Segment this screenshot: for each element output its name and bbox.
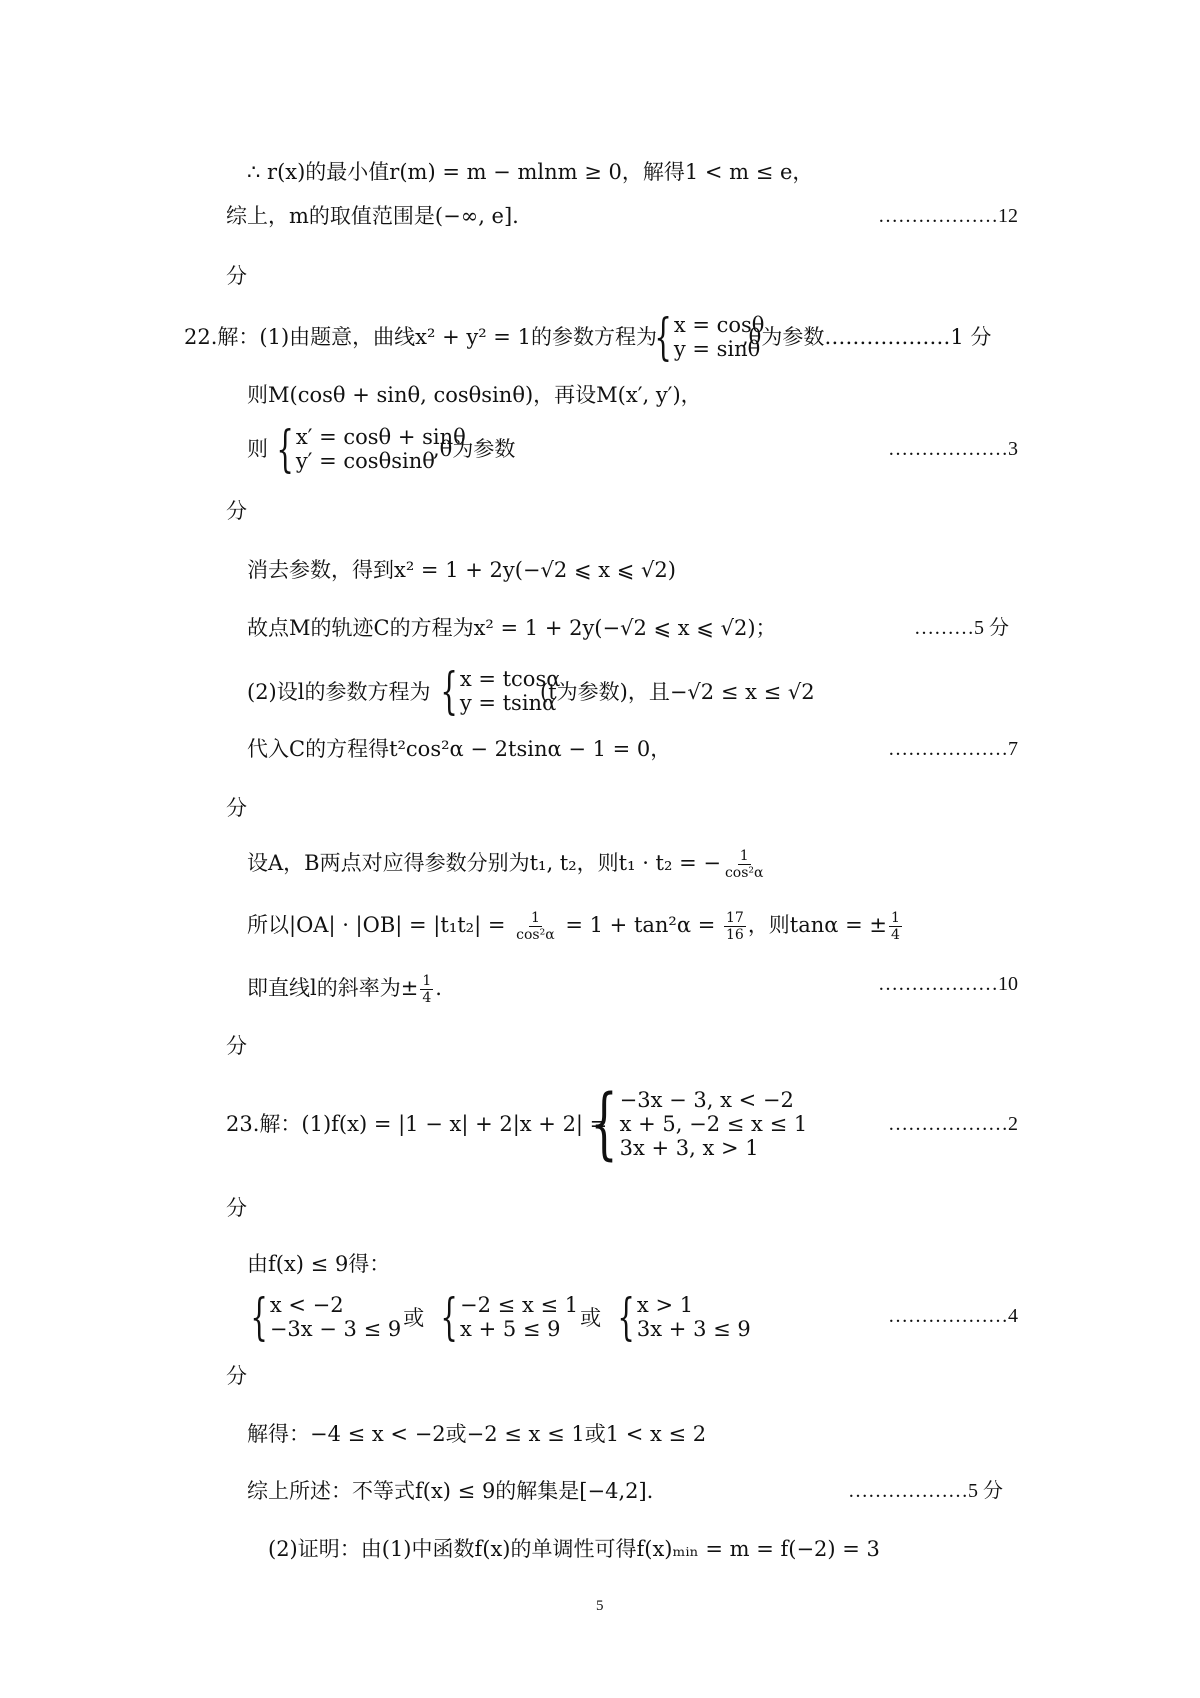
solution-line [247,848,767,881]
score-marker: ………………12 [878,205,1018,227]
system-row: y = sinθ [673,337,761,361]
solution-line: 综上所述：不等式f(x) ≤ 9的解集是[−4,2]. [247,1479,654,1503]
fraction [514,910,557,943]
score-unit: 分 [226,499,247,523]
system-row: x > 1 [636,1293,694,1317]
solution-line: 由f(x) ≤ 9得： [247,1252,391,1276]
text-segment: 所以|OA| · |OB| = |t₁t₂| = [247,913,506,937]
system-row: y = tsinα [459,691,557,715]
solution-line: ,θ为参数………………1 分 [742,325,992,349]
solution-line: (2)设l的参数方程为 [247,680,431,704]
or-text: 或 [580,1306,602,1330]
system-row: x = cosθ [673,313,765,337]
brace-icon: { [617,1288,635,1346]
score-marker: ………………10 [878,973,1018,995]
score-unit: 分 [226,796,247,820]
solution-line: 综上，m的取值范围是(−∞, e]. [226,204,519,228]
fraction-numerator: 1 [891,910,900,926]
fraction [723,848,766,881]
score-marker: ………………3 [888,438,1018,460]
fraction-numerator: 1 [530,910,540,926]
solution-line: (t为参数)，且−√2 ≤ x ≤ √2 [540,680,815,704]
solution-line: (2)证明：由(1)中函数f(x)的单调性可得f(x)ₘᵢₙ = m = f(−2) = 3 [268,1537,880,1561]
fraction-denominator: cos²α [724,865,764,881]
score-unit: 分 [226,1034,247,1058]
system-row: x = tcosα [459,667,561,691]
brace-icon: { [250,1288,268,1346]
page-number: 5 [596,1598,604,1614]
system-row: y′ = cosθsinθ [295,449,435,473]
score-unit: 分 [226,264,247,288]
equation-system [568,1079,808,1169]
solution-line [247,973,442,1006]
system-row: x < −2 [269,1293,344,1317]
fraction-numerator: 17 [725,910,744,926]
system-row: 3x + 3, x > 1 [619,1136,759,1160]
text-segment: = 1 + tan²α = [565,913,716,937]
score-unit: 分 [226,1364,247,1388]
equation-system [236,1288,751,1346]
score-marker: ………5 分 [914,617,1009,639]
solution-line: 则 [247,437,268,461]
system-row: 3x + 3 ≤ 9 [636,1317,751,1341]
text-segment: . [435,976,442,1000]
solution-line: 消去参数，得到x² = 1 + 2y(−√2 ⩽ x ⩽ √2) [247,558,676,582]
brace-icon: { [440,1288,459,1346]
system-row: x + 5 ≤ 9 [460,1317,561,1341]
question-22-line: 22.解：(1)由题意，曲线x² + y² = 1的参数方程为 [184,325,657,349]
solution-line: 则M(cosθ + sinθ, cosθsinθ)，再设M(x′, y′)， [247,383,702,407]
fraction-denominator: 4 [891,927,900,943]
score-marker: ………………7 [888,738,1018,760]
solution-line: 故点M的轨迹C的方程为x² = 1 + 2y(−√2 ⩽ x ⩽ √2)； [247,616,777,640]
brace-icon: { [654,308,672,366]
brace-icon: { [276,420,294,478]
fraction [724,910,746,943]
score-marker: ………………2 [888,1113,1018,1135]
fraction [420,973,433,1006]
solution-line: ,θ为参数 [433,437,516,461]
solution-line [247,910,904,943]
fraction [889,910,902,943]
score-marker: ………………5 分 [848,1480,1003,1502]
text-segment: ，则tanα = ± [747,913,888,937]
solution-line: 解得：−4 ≤ x < −2或−2 ≤ x ≤ 1或1 < x ≤ 2 [247,1422,707,1446]
fraction-denominator: 4 [422,990,432,1006]
brace-icon: { [590,1079,618,1169]
fraction-numerator: 1 [739,848,749,864]
system-row: −3x − 3 ≤ 9 [269,1317,402,1341]
system-row: x′ = cosθ + sinθ [295,425,466,449]
text-segment: 即直线l的斜率为± [247,976,419,1000]
solution-line: 代入C的方程得t²cos²α − 2tsinα − 1 = 0， [247,737,672,761]
fraction-denominator: 16 [725,927,744,943]
solution-line: ∴ r(x)的最小值r(m) = m − mlnm ≥ 0，解得1 < m ≤ e， [247,160,814,184]
fraction-numerator: 1 [422,973,432,989]
brace-icon: { [440,662,458,720]
system-row: −3x − 3, x < −2 [619,1088,794,1112]
question-23-line: 23.解：(1)f(x) = |1 − x| + 2|x + 2| = [226,1112,608,1136]
fraction-denominator: cos²α [516,927,555,943]
system-row: −2 ≤ x ≤ 1 [460,1293,579,1317]
text-segment: 设A，B两点对应得参数分别为t₁, t₂，则t₁ · t₂ = − [247,851,721,875]
or-text: 或 [403,1306,425,1330]
score-marker: ………………4 [888,1305,1018,1327]
system-row: x + 5, −2 ≤ x ≤ 1 [619,1112,808,1136]
score-unit: 分 [226,1196,247,1220]
